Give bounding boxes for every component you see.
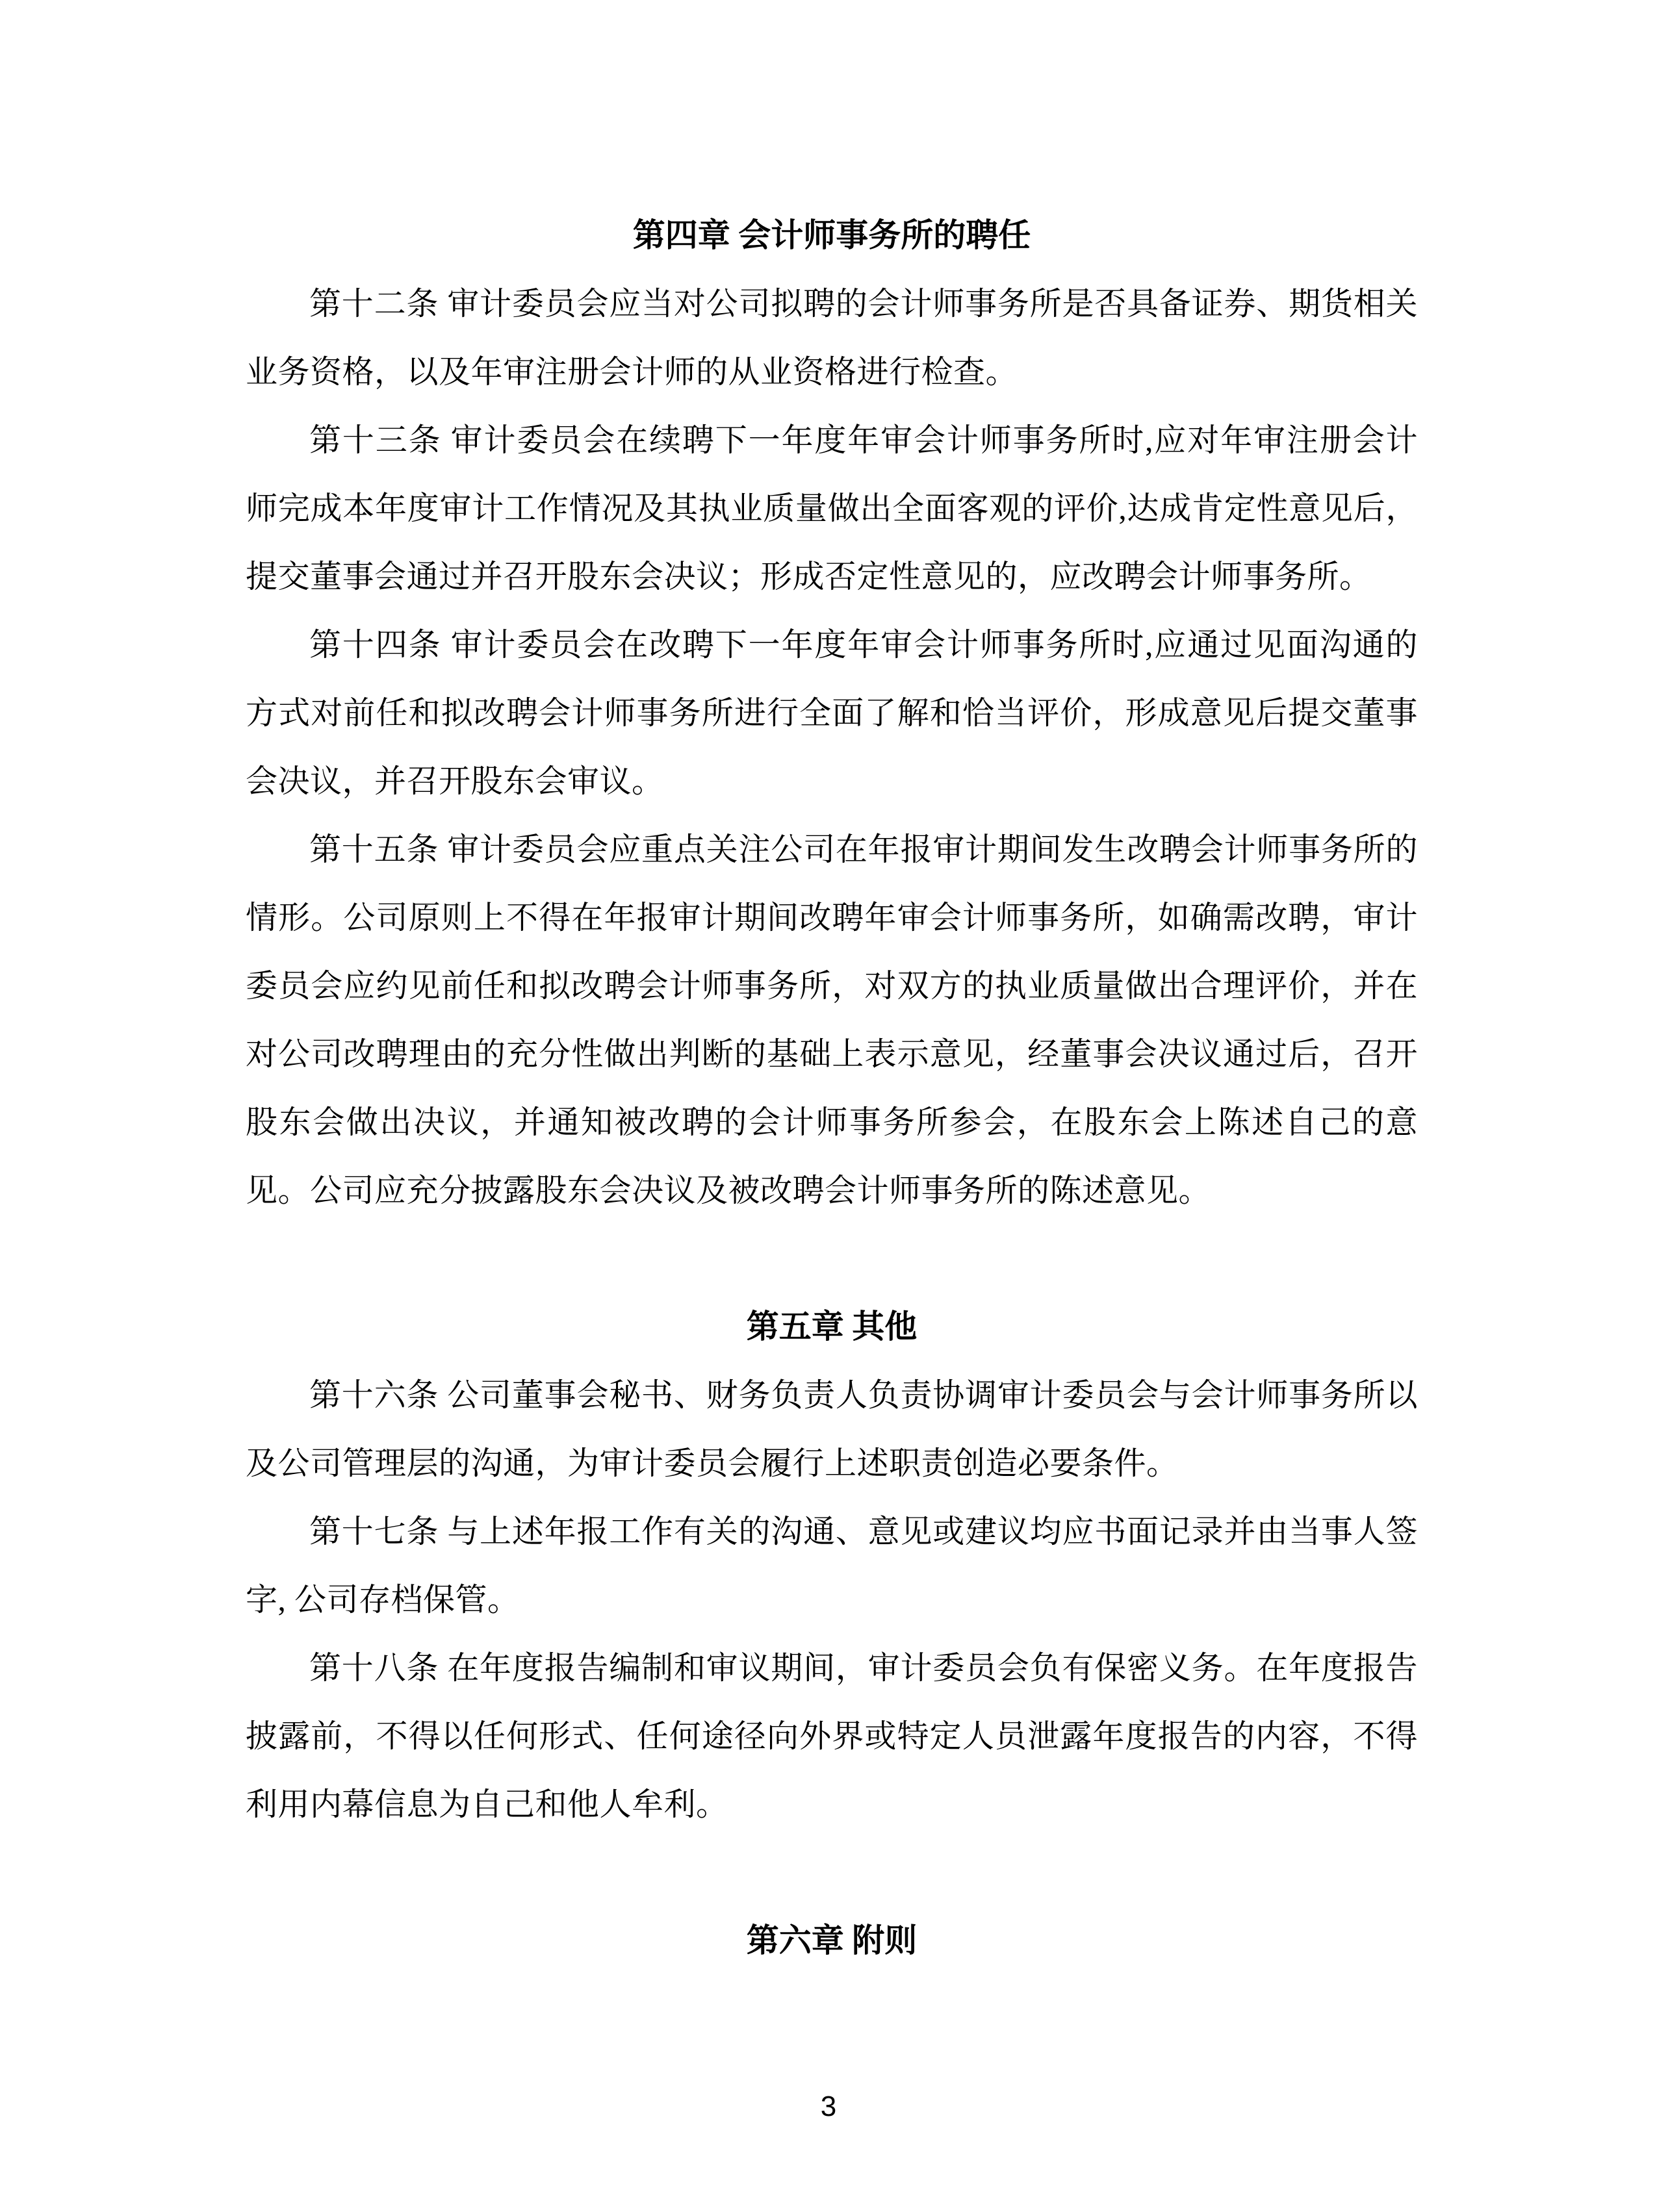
page-number: 3 (820, 2091, 837, 2122)
chapter-6-heading: 第六章 附则 (746, 1922, 918, 1959)
article-12-paragraph: 第十二条 审计委员会应当对公司拟聘的会计师事务所是否具备证券、期货相关业务资格，以及年审注册会计师的从业资格进行检查。 (246, 286, 1418, 390)
article-13-paragraph: 第十三条 审计委员会在续聘下一年度年审会计师事务所时,应对年审注册会计师完成本年度审计工作情况及其执业质量做出全面客观的评价,达成肯定性意见后，提交董事会通过并召开股东会决议；形成否定性意见的，应改聘会计师事务所。 (246, 422, 1418, 594)
chapter-5-heading: 第五章 其他 (746, 1308, 918, 1345)
article-14-paragraph: 第十四条 审计委员会在改聘下一年度年审会计师事务所时,应通过见面沟通的方式对前任和拟改聘会计师事务所进行全面了解和恰当评价，形成意见后提交董事会决议，并召开股东会审议。 (246, 627, 1418, 799)
chapter-4-heading: 第四章 会计师事务所的聘任 (632, 217, 1031, 253)
article-16-paragraph: 第十六条 公司董事会秘书、财务负责人负责协调审计委员会与会计师事务所以及公司管理层的沟通，为审计委员会履行上述职责创造必要条件。 (246, 1377, 1418, 1481)
article-15-paragraph: 第十五条 审计委员会应重点关注公司在年报审计期间发生改聘会计师事务所的情形。公司原则上不得在年报审计期间改聘年审会计师事务所，如确需改聘，审计委员会应约见前任和拟改聘会计师事务所，对双方的执业质量做出合理评价，并在对公司改聘理由的充分性做出判断的基础上表示意见，经董事会决议通过后，召开股东会做出决议，并通知被改聘的会计师事务所参会，在股东会上陈述自己的意见。公司应充分披露股东会决议及被改聘会计师事务所的陈述意见。 (246, 832, 1418, 1208)
article-18-paragraph: 第十八条 在年度报告编制和审议期间，审计委员会负有保密义务。在年度报告披露前，不得以任何形式、任何途径向外界或特定人员泄露年度报告的内容，不得利用内幕信息为自己和他人牟利。 (246, 1650, 1418, 1822)
article-17-paragraph: 第十七条 与上述年报工作有关的沟通、意见或建议均应书面记录并由当事人签字, 公司存档保管。 (246, 1514, 1418, 1618)
